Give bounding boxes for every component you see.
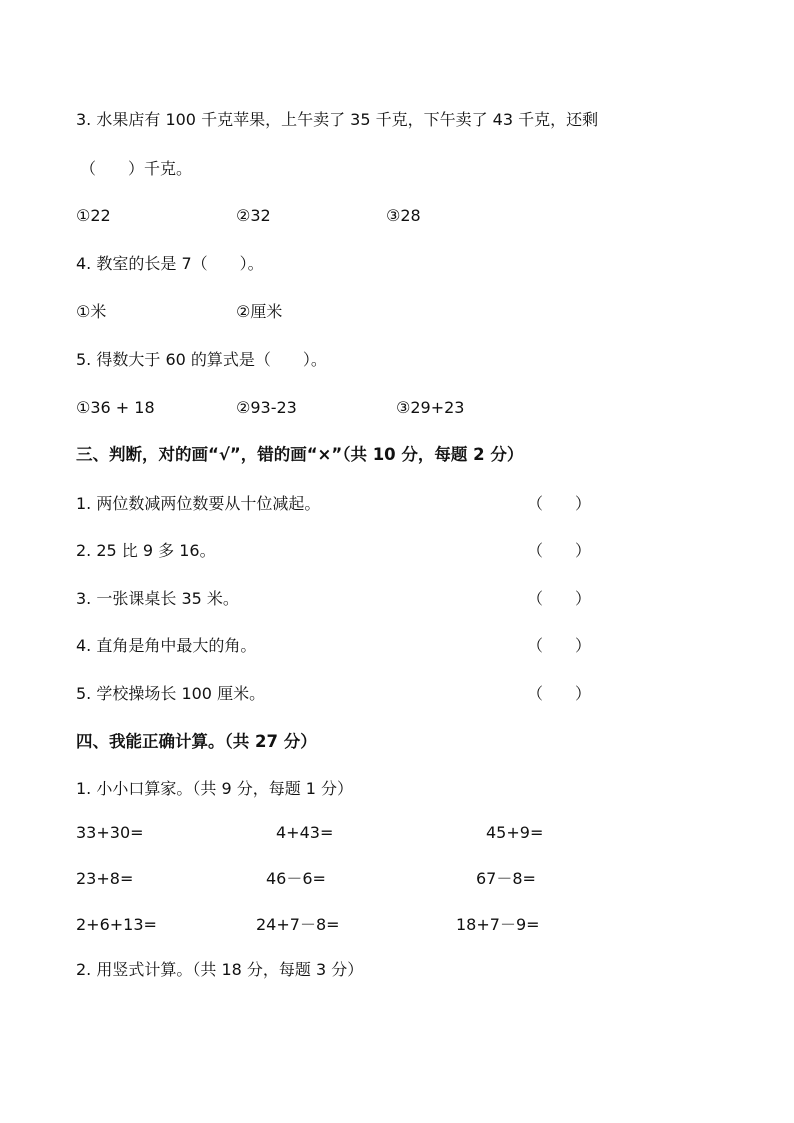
- q4-option-2: ②厘米: [236, 302, 283, 321]
- q3-option-1: ①22: [76, 206, 111, 225]
- judge-answer-blank-1[interactable]: （ ）: [527, 494, 592, 513]
- q4-text: 4. 教室的长是 7（ ）。: [76, 254, 264, 273]
- q3-text-line1: 3. 水果店有 100 千克苹果，上午卖了 35 千克，下午卖了 43 千克，还剩: [76, 110, 599, 129]
- judge-answer-blank-3[interactable]: （ ）: [527, 589, 592, 608]
- judge-item-4: 4. 直角是角中最大的角。: [76, 636, 257, 655]
- judge-item-3: 3. 一张课桌长 35 米。: [76, 589, 239, 608]
- q3-option-2: ②32: [236, 206, 271, 225]
- q5-text: 5. 得数大于 60 的算式是（ ）。: [76, 350, 327, 369]
- oral-calc-item: 33+30=: [76, 823, 144, 842]
- vertical-calc-title: 2. 用竖式计算。（共 18 分，每题 3 分）: [76, 960, 364, 979]
- q5-option-3: ③29+23: [396, 398, 465, 417]
- section3-title: 三、判断，对的画“√”，错的画“×”（共 10 分，每题 2 分）: [76, 445, 524, 464]
- oral-calc-item: 46－6=: [266, 869, 326, 888]
- q5-option-2: ②93-23: [236, 398, 297, 417]
- oral-calc-item: 18+7－9=: [456, 915, 540, 934]
- oral-calc-item: 2+6+13=: [76, 915, 157, 934]
- judge-answer-blank-2[interactable]: （ ）: [527, 541, 592, 560]
- judge-item-1: 1. 两位数减两位数要从十位减起。: [76, 494, 321, 513]
- oral-calc-title: 1. 小小口算家。（共 9 分，每题 1 分）: [76, 779, 354, 798]
- q3-option-3: ③28: [386, 206, 421, 225]
- judge-answer-blank-4[interactable]: （ ）: [527, 636, 592, 655]
- oral-calc-item: 4+43=: [276, 823, 334, 842]
- judge-item-2: 2. 25 比 9 多 16。: [76, 541, 216, 560]
- q4-option-1: ①米: [76, 302, 107, 321]
- section4-title: 四、我能正确计算。（共 27 分）: [76, 732, 317, 751]
- judge-answer-blank-5[interactable]: （ ）: [527, 684, 592, 703]
- oral-calc-item: 24+7－8=: [256, 915, 340, 934]
- oral-calc-item: 23+8=: [76, 869, 134, 888]
- q3-text-line2: （ ）千克。: [80, 159, 193, 178]
- oral-calc-item: 45+9=: [486, 823, 544, 842]
- oral-calc-item: 67－8=: [476, 869, 536, 888]
- judge-item-5: 5. 学校操场长 100 厘米。: [76, 684, 266, 703]
- q5-option-1: ①36 + 18: [76, 398, 155, 417]
